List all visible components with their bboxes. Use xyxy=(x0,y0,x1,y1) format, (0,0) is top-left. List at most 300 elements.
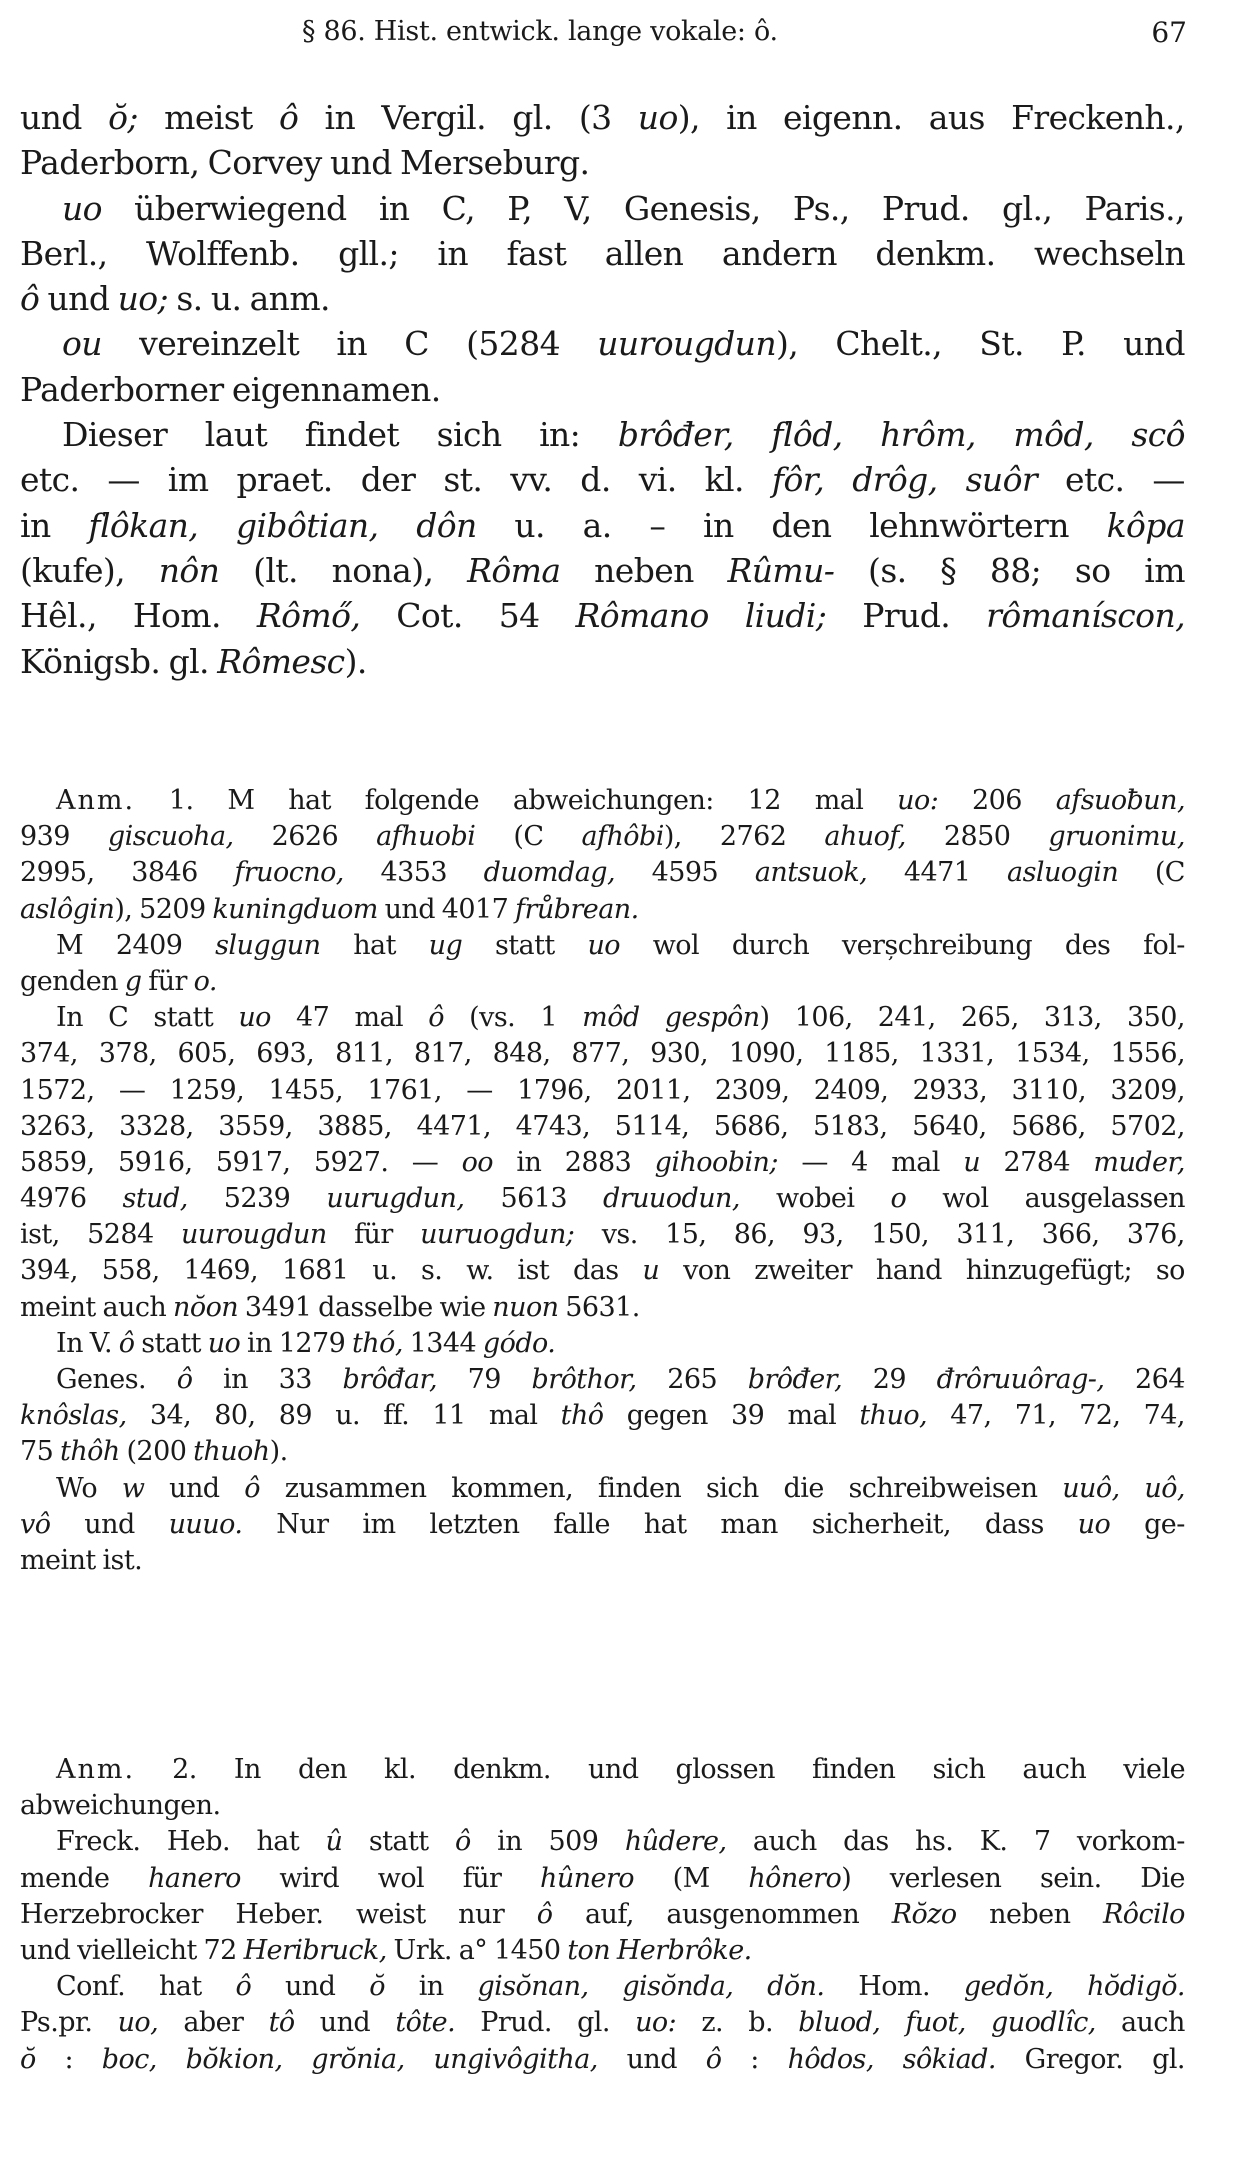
word xyxy=(920,1036,995,1072)
italic-text: ahuof, xyxy=(824,821,906,853)
word xyxy=(815,783,864,819)
word xyxy=(236,503,379,548)
word xyxy=(352,1326,403,1362)
word xyxy=(961,1000,1019,1036)
word xyxy=(205,412,267,457)
italic-text: ug xyxy=(428,929,463,961)
word xyxy=(223,1362,248,1398)
italic-text: sôkiad. xyxy=(902,2043,996,2075)
word xyxy=(353,928,396,964)
word xyxy=(122,1471,145,1507)
word xyxy=(835,321,942,366)
word xyxy=(379,186,410,231)
text-run: wol xyxy=(377,1862,425,1894)
text-run: nona), xyxy=(331,550,434,590)
italic-text: uo xyxy=(207,1327,241,1359)
word xyxy=(726,95,757,140)
text-run: 1279 xyxy=(278,1327,346,1359)
italic-text: ton xyxy=(567,1934,611,1966)
text-run: auch xyxy=(1120,2007,1185,2039)
word xyxy=(729,1036,804,1072)
text-run: 1556, xyxy=(1110,1038,1185,1070)
text-line xyxy=(20,186,1185,231)
text-line xyxy=(20,1109,1185,1145)
italic-text: knôslas, xyxy=(20,1400,127,1432)
word xyxy=(950,1398,991,1434)
text-run: und xyxy=(329,143,392,183)
text-run: so xyxy=(1155,1255,1185,1287)
text-run: 1 xyxy=(540,1002,557,1034)
text-run: meist xyxy=(164,98,253,137)
text-run: 848, xyxy=(492,1038,551,1070)
text-run: 4017 xyxy=(441,893,509,925)
italic-text: oo xyxy=(461,1146,494,1178)
italic-text: thô xyxy=(560,1400,604,1432)
word xyxy=(417,1109,492,1145)
italic-text: frůbrean. xyxy=(515,893,639,925)
main-paragraphs xyxy=(20,95,1185,684)
word xyxy=(772,457,824,502)
word xyxy=(216,1145,291,1181)
word xyxy=(706,1471,759,1507)
word xyxy=(318,1290,433,1326)
text-run: ist. xyxy=(102,1544,143,1576)
text-run: u. xyxy=(335,1400,361,1432)
italic-text: môd, xyxy=(1013,415,1094,455)
text-run: (M xyxy=(672,1862,710,1894)
italic-text: antsuok, xyxy=(754,857,868,889)
word xyxy=(625,1824,727,1860)
italic-text: thôh xyxy=(60,1436,120,1468)
word xyxy=(1015,1398,1056,1434)
word xyxy=(56,1362,146,1398)
text-run: hand xyxy=(875,1255,942,1287)
text-run: in xyxy=(20,505,51,545)
italic-text: asluogin xyxy=(1007,857,1119,889)
text-run: Die xyxy=(1140,1862,1185,1894)
word xyxy=(133,593,221,638)
word xyxy=(1025,1181,1185,1217)
italic-text: gibôtian, xyxy=(235,505,379,545)
word xyxy=(754,1253,852,1289)
italic-text: nuon xyxy=(492,1291,559,1323)
word xyxy=(285,1471,427,1507)
text-line xyxy=(20,1217,1185,1253)
text-run: 1090, xyxy=(728,1038,804,1070)
word xyxy=(20,140,199,185)
word xyxy=(1056,783,1185,819)
text-run: und xyxy=(588,1754,639,1785)
word xyxy=(325,95,356,140)
text-line xyxy=(20,231,1185,276)
text-line xyxy=(20,1861,1185,1897)
text-run: 374, xyxy=(20,1038,78,1070)
word xyxy=(442,892,509,928)
text-run: 693, xyxy=(256,1038,315,1070)
text-line xyxy=(20,855,1185,891)
text-run: schreibweisen xyxy=(848,1472,1038,1504)
word xyxy=(20,2042,36,2078)
word xyxy=(715,1073,790,1109)
word xyxy=(532,1362,637,1398)
word xyxy=(119,1109,194,1145)
text-run: ). xyxy=(344,641,367,681)
word xyxy=(940,548,956,593)
text-run: 817, xyxy=(413,1038,472,1070)
word xyxy=(451,1471,573,1507)
italic-text: uo; xyxy=(117,279,169,319)
word xyxy=(269,1073,344,1109)
word xyxy=(20,1933,70,1969)
word xyxy=(125,964,142,1000)
text-run: Freckenh., xyxy=(1011,98,1185,137)
word xyxy=(186,2042,283,2078)
text-run: sich xyxy=(705,1472,759,1504)
text-run: denkm. xyxy=(875,233,996,273)
italic-text: thuo, xyxy=(859,1400,928,1432)
word xyxy=(944,819,1011,855)
word xyxy=(776,1181,855,1217)
word xyxy=(497,1824,522,1860)
word xyxy=(466,1073,492,1109)
text-run: gl. xyxy=(577,2007,610,2039)
text-run: in: xyxy=(539,415,581,455)
text-run: 1450 xyxy=(493,1934,561,1966)
text-run: überwiegend xyxy=(134,188,347,228)
word xyxy=(580,457,610,502)
text-run: mal xyxy=(891,1146,940,1178)
word xyxy=(571,1036,629,1072)
text-run: 1. xyxy=(168,785,194,816)
text-run: findet xyxy=(304,415,400,455)
italic-text: û xyxy=(325,1826,343,1858)
italic-text: Rômő, xyxy=(256,596,361,636)
text-line xyxy=(20,140,1185,185)
text-run: ) xyxy=(759,1002,770,1034)
word xyxy=(701,2005,723,2041)
word xyxy=(88,503,198,548)
word xyxy=(276,1507,328,1543)
word xyxy=(150,1398,191,1434)
italic-text: u xyxy=(963,1146,981,1178)
word xyxy=(1155,855,1185,891)
text-run: letzten xyxy=(429,1508,520,1540)
text-run: Paderborner xyxy=(20,369,224,409)
word xyxy=(722,231,837,276)
text-run: Genes. xyxy=(56,1364,147,1395)
text-run: Dieser xyxy=(62,415,168,455)
text-line xyxy=(20,1752,1185,1788)
italic-text: hôdos, xyxy=(787,2043,874,2075)
word xyxy=(703,503,734,548)
word xyxy=(1065,457,1124,502)
word xyxy=(1044,1000,1102,1036)
text-run: 1796, xyxy=(517,1074,592,1106)
word xyxy=(20,1434,53,1470)
italic-text: Rûmu- xyxy=(727,550,835,590)
text-run: 3209, xyxy=(1110,1074,1185,1106)
text-line xyxy=(20,367,1185,412)
text-run: 241, xyxy=(877,1002,936,1034)
text-run: a. xyxy=(582,505,612,545)
italic-text: Rômano xyxy=(575,596,709,636)
word xyxy=(890,1181,906,1217)
text-run: 811, xyxy=(335,1038,393,1070)
italic-text: gedŏn, xyxy=(963,1971,1054,2003)
italic-text: hanero xyxy=(148,1862,241,1894)
text-run: 4743, xyxy=(515,1110,591,1142)
word xyxy=(326,1824,343,1860)
text-run: abweichungen: xyxy=(512,785,714,816)
text-run: (3 xyxy=(578,98,612,137)
text-run: 86, xyxy=(733,1219,776,1251)
text-line xyxy=(20,892,1185,928)
word xyxy=(1075,548,1111,593)
word xyxy=(731,1398,764,1434)
word xyxy=(1022,1752,1086,1788)
word xyxy=(655,1145,778,1181)
text-run: 3885, xyxy=(317,1110,392,1142)
text-run: 72, xyxy=(1079,1400,1121,1432)
text-run: — xyxy=(1152,460,1185,500)
italic-text: liudi; xyxy=(744,596,827,636)
word xyxy=(181,1217,327,1253)
text-run: lehnwörtern xyxy=(869,505,1069,545)
word xyxy=(62,186,102,231)
word xyxy=(148,964,187,1000)
word xyxy=(492,1290,558,1326)
text-run: eigenn. xyxy=(783,98,903,137)
word xyxy=(576,593,709,638)
text-run: 3491 xyxy=(244,1291,312,1323)
word xyxy=(598,1471,681,1507)
italic-text: uuruogdun; xyxy=(420,1219,575,1251)
italic-text: gruonimu, xyxy=(1048,821,1185,853)
word xyxy=(956,1217,1014,1253)
word xyxy=(1144,548,1185,593)
word xyxy=(90,1326,112,1362)
word xyxy=(483,1326,555,1362)
word xyxy=(336,321,367,366)
word xyxy=(666,1897,859,1933)
word xyxy=(767,1969,824,2005)
word xyxy=(714,1109,789,1145)
italic-text: druuodun, xyxy=(602,1183,740,1215)
text-run: finden xyxy=(597,1472,682,1504)
text-run: 2784 xyxy=(1003,1146,1071,1178)
word xyxy=(1078,1507,1111,1543)
word xyxy=(330,140,392,185)
italic-text: uuuo. xyxy=(168,1508,243,1540)
text-run: 5613 xyxy=(500,1183,567,1215)
text-run: 88; xyxy=(989,550,1042,590)
word xyxy=(869,503,1069,548)
word xyxy=(565,1145,632,1181)
text-run: M xyxy=(56,929,84,961)
text-line xyxy=(20,639,1185,684)
word xyxy=(942,1181,988,1217)
word xyxy=(512,95,552,140)
text-run: auf, xyxy=(584,1898,634,1930)
word xyxy=(169,1507,243,1543)
text-run: 1534, xyxy=(1015,1038,1090,1070)
word xyxy=(468,1362,501,1398)
text-run: a° xyxy=(458,1934,488,1966)
italic-text: Rômesc xyxy=(217,641,345,681)
word xyxy=(665,1217,706,1253)
italic-text: hûdere, xyxy=(624,1826,727,1858)
text-run: 5702, xyxy=(1110,1110,1185,1142)
italic-text: g xyxy=(124,965,142,997)
word xyxy=(432,1398,465,1434)
word xyxy=(56,928,83,964)
word xyxy=(247,1326,272,1362)
word xyxy=(484,855,615,891)
text-run: und xyxy=(384,893,436,925)
word xyxy=(443,457,482,502)
text-run: gegen xyxy=(626,1400,708,1432)
italic-text: Rôma xyxy=(467,550,561,590)
text-line xyxy=(20,1507,1185,1543)
word xyxy=(1062,1471,1119,1507)
text-run: 5916, xyxy=(117,1146,193,1178)
text-run: Conf. xyxy=(56,1971,126,2003)
word xyxy=(1127,1217,1185,1253)
word xyxy=(335,1398,360,1434)
text-run: (vs. xyxy=(469,1002,516,1034)
word xyxy=(369,1824,429,1860)
word xyxy=(1110,1073,1185,1109)
text-run: In xyxy=(56,1002,83,1034)
text-run: und xyxy=(319,2007,371,2039)
text-run: für xyxy=(462,1862,502,1894)
italic-text: muder, xyxy=(1093,1146,1185,1178)
text-run: 5917, xyxy=(215,1146,291,1178)
word xyxy=(372,1253,397,1289)
word xyxy=(665,1000,770,1036)
word xyxy=(20,457,79,502)
text-run: so xyxy=(1074,550,1111,590)
text-run: § xyxy=(940,550,957,590)
text-run: 93, xyxy=(802,1219,844,1251)
text-run: ist xyxy=(517,1255,550,1287)
word xyxy=(177,1362,193,1398)
word xyxy=(183,2005,243,2041)
word xyxy=(119,1073,145,1109)
italic-text: uuô, xyxy=(1062,1472,1120,1504)
text-run: 5284 xyxy=(87,1219,154,1251)
word xyxy=(20,548,125,593)
italic-text: brôđer, xyxy=(617,415,734,455)
word xyxy=(235,1969,251,2005)
word xyxy=(298,1752,347,1788)
text-run: Königsb. xyxy=(20,641,161,681)
text-run: In xyxy=(233,1754,261,1785)
word xyxy=(1110,1036,1185,1072)
word xyxy=(539,412,580,457)
word xyxy=(56,1471,97,1507)
word xyxy=(356,1897,426,1933)
word xyxy=(227,783,254,819)
word xyxy=(459,1933,488,1969)
word xyxy=(56,1752,135,1788)
text-run: gl. xyxy=(1152,2043,1185,2075)
word xyxy=(597,321,798,366)
text-run: ). xyxy=(269,1436,288,1468)
word xyxy=(728,548,835,593)
word xyxy=(279,1326,346,1362)
text-run: sicherheit, xyxy=(811,1508,951,1540)
word xyxy=(581,819,681,855)
word xyxy=(588,1752,638,1788)
text-run: Vergil. xyxy=(381,98,486,137)
text-run: neben xyxy=(989,1898,1071,1930)
word xyxy=(285,1969,335,2005)
text-run: meint xyxy=(20,1291,96,1323)
word xyxy=(1004,1145,1071,1181)
italic-text: scô xyxy=(1131,415,1185,455)
word xyxy=(937,1362,1105,1398)
text-run: 89 xyxy=(278,1400,313,1432)
text-run: 2762 xyxy=(719,821,787,853)
text-line xyxy=(20,964,1185,1000)
word xyxy=(720,1507,777,1543)
italic-text: fôr, xyxy=(771,460,825,500)
text-run: 3846 xyxy=(131,857,198,889)
word xyxy=(516,1109,591,1145)
word xyxy=(493,1036,551,1072)
text-run: vi. xyxy=(638,460,677,500)
italic-text: afhuobi xyxy=(376,821,476,853)
text-run: 33 xyxy=(278,1364,312,1395)
text-run: ), xyxy=(114,893,133,925)
word xyxy=(494,1933,561,1969)
text-run: durch xyxy=(731,929,810,961)
word xyxy=(326,1181,464,1217)
word xyxy=(141,1326,201,1362)
italic-text: uo xyxy=(637,98,678,137)
text-run: ausgenommen xyxy=(666,1898,860,1930)
text-run: andern xyxy=(721,233,837,273)
word xyxy=(1087,1969,1185,2005)
word xyxy=(1121,2005,1185,2041)
text-run: falle xyxy=(553,1508,610,1540)
word xyxy=(256,1824,299,1860)
italic-text: brôđer, xyxy=(747,1364,843,1395)
word xyxy=(20,1253,78,1289)
text-run: für xyxy=(354,1219,393,1251)
text-run: 2409, xyxy=(813,1074,889,1106)
text-run: C xyxy=(108,1002,129,1034)
word xyxy=(771,412,842,457)
word xyxy=(354,1217,393,1253)
word xyxy=(812,1752,895,1788)
italic-text: uo xyxy=(238,1002,271,1034)
word xyxy=(107,457,139,502)
text-run: 1572, xyxy=(20,1074,95,1106)
italic-text: afhôbi xyxy=(581,821,664,853)
word xyxy=(102,1290,166,1326)
italic-text: ô xyxy=(536,1898,553,1930)
italic-text: gisŏnda, xyxy=(622,1971,734,2003)
word xyxy=(20,1398,127,1434)
word xyxy=(234,1752,261,1788)
word xyxy=(798,2005,880,2041)
word xyxy=(1135,1362,1185,1398)
word xyxy=(102,1253,160,1289)
word xyxy=(20,1109,95,1145)
text-run: 3263, xyxy=(20,1110,95,1142)
